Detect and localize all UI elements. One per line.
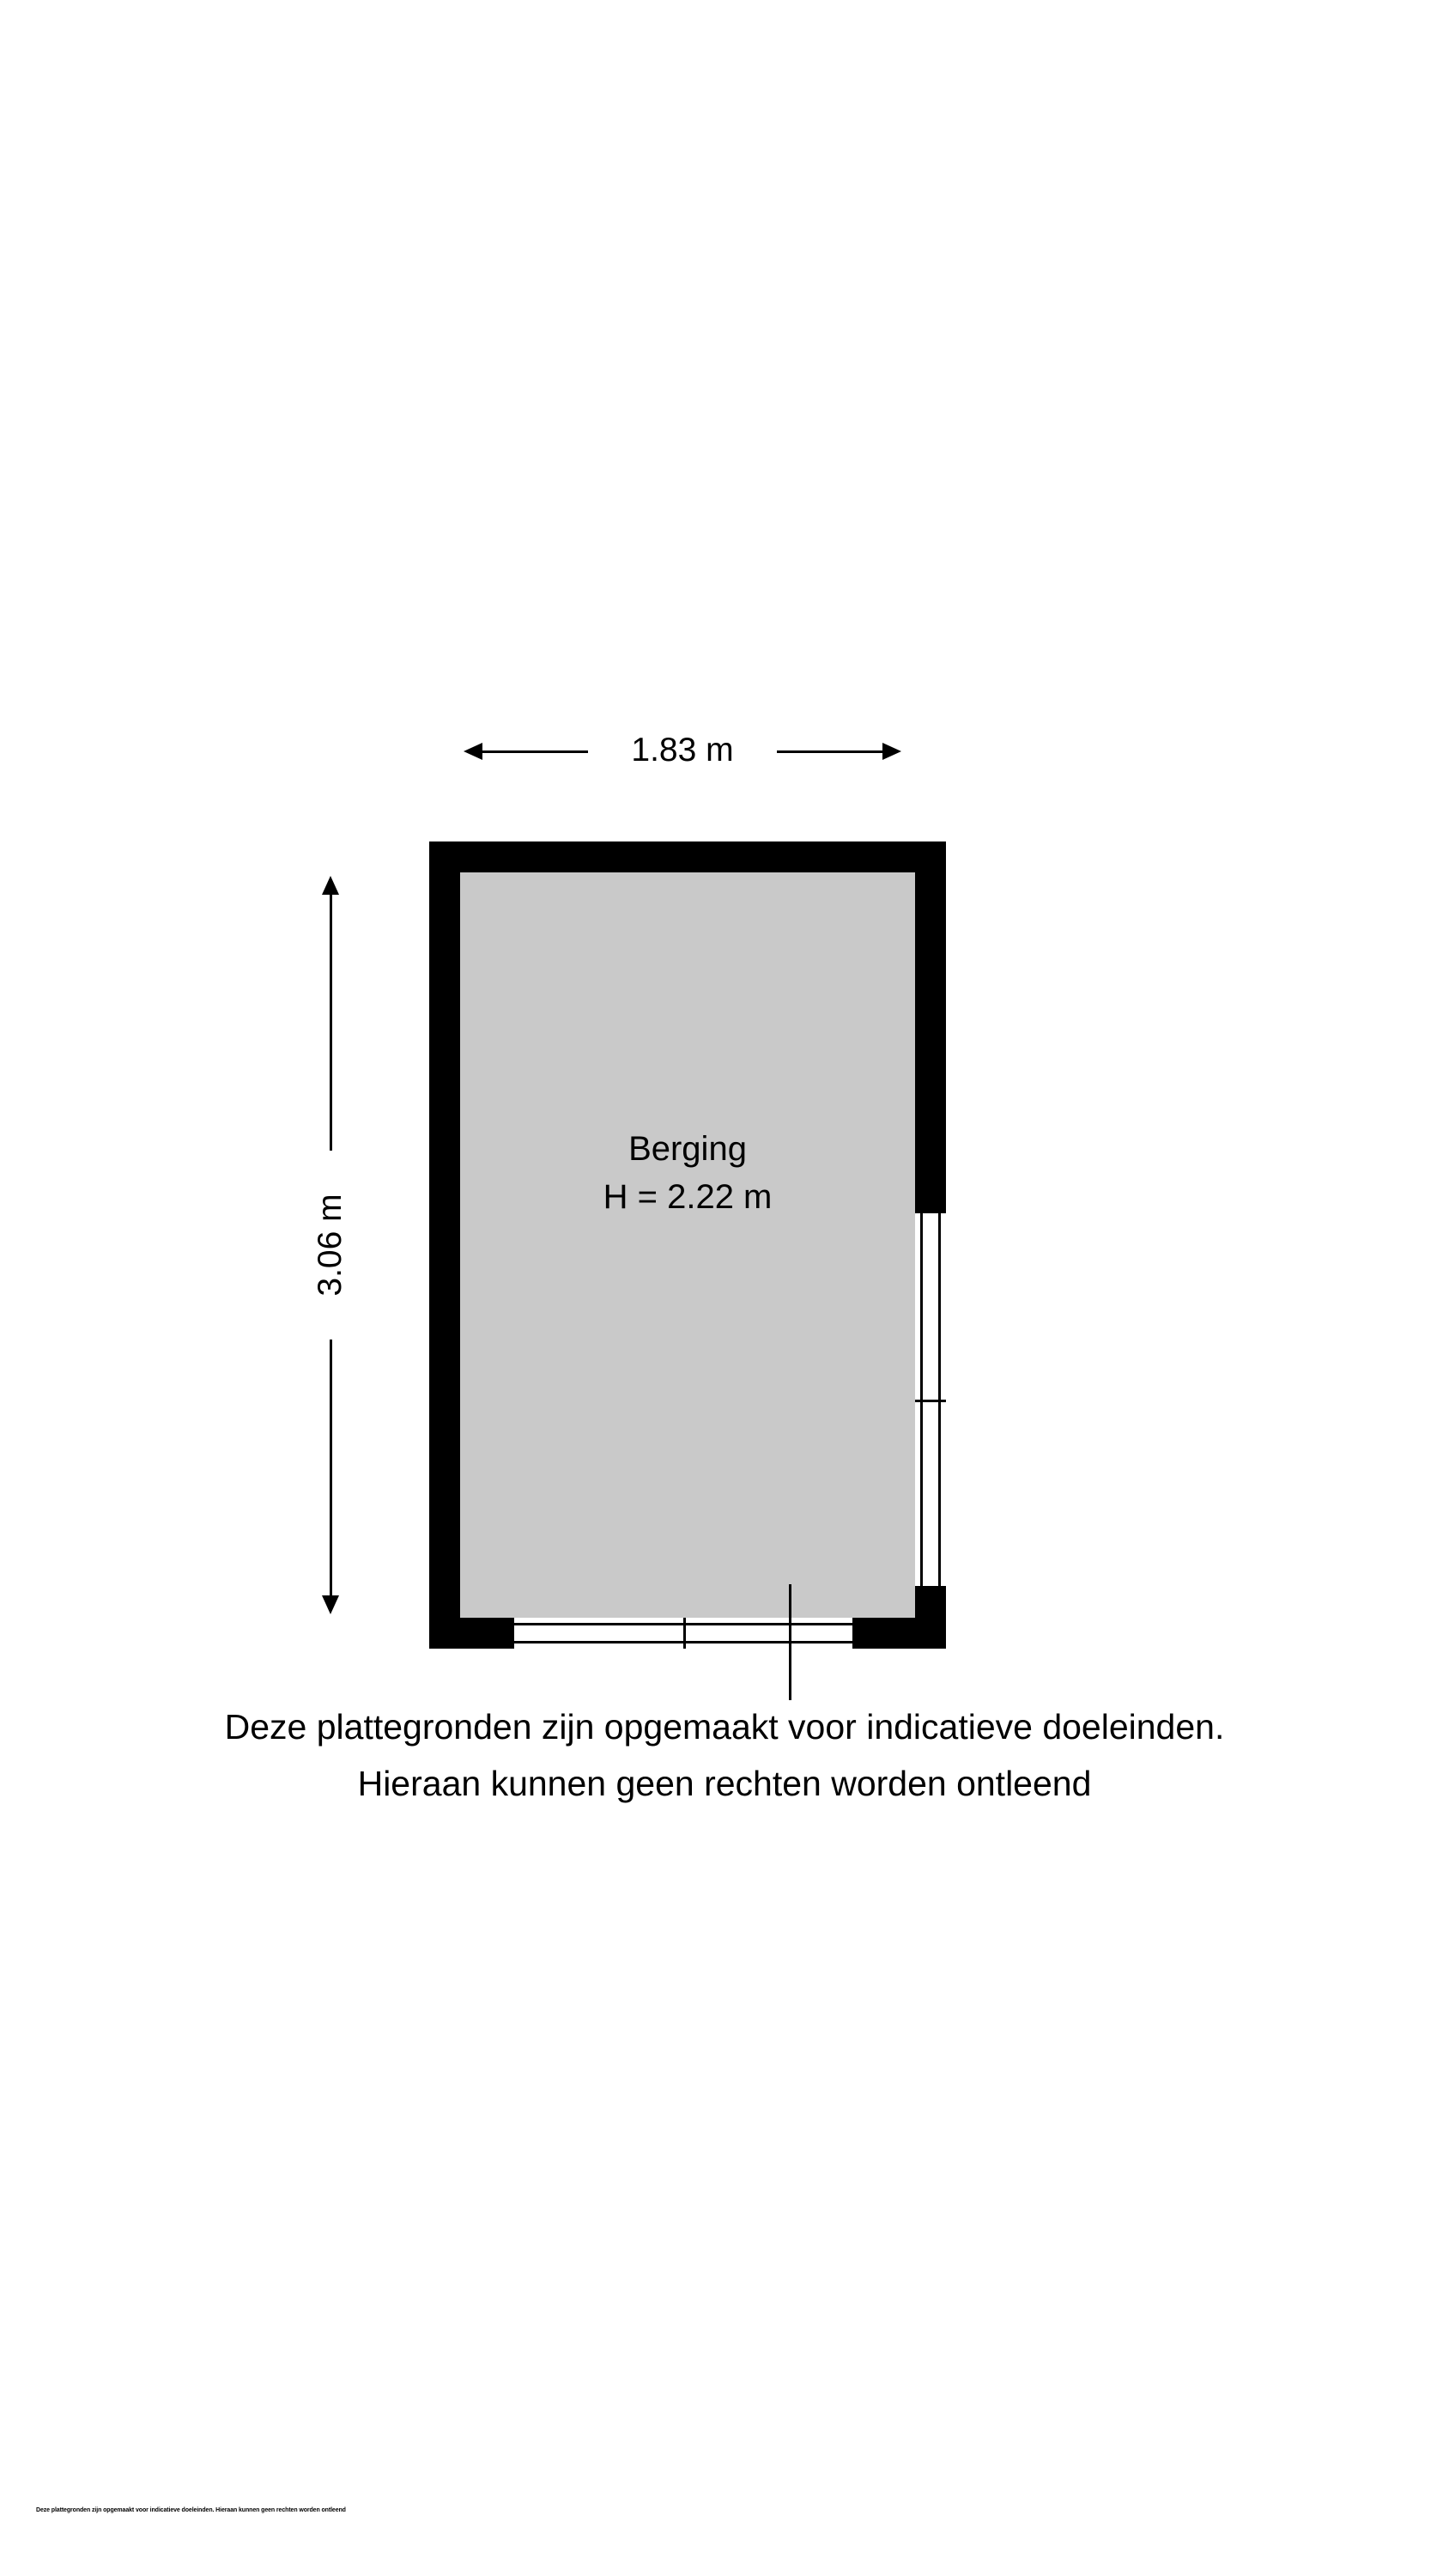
door-right [915, 1211, 946, 1589]
leader-line [789, 1584, 791, 1700]
disclaimer [0, 1698, 1449, 1812]
dimension-depth [305, 876, 356, 1614]
door-right-mullion [915, 1400, 946, 1402]
arrow-right-icon [882, 743, 901, 760]
dimension-width [464, 726, 901, 777]
room-name-label: Berging [628, 1130, 747, 1168]
arrow-down-icon [322, 1595, 339, 1614]
disclaimer-line-1: Deze plattegronden zijn opgemaakt voor indicatieve doeleinden. [224, 1707, 1225, 1747]
dimension-width-label: 1.83 m [588, 726, 777, 775]
room-walls [429, 841, 946, 1649]
room-floor-berging [460, 872, 915, 1618]
disclaimer-line-2: Hieraan kunnen geen rechten worden ontleend [357, 1764, 1092, 1803]
dimension-depth-label: 3.06 m [305, 1151, 356, 1340]
door-bottom-mullion [683, 1618, 686, 1649]
room-height-label: H = 2.22 m [603, 1178, 773, 1216]
footer-microtext: Deze plattegronden zijn opgemaakt voor indicatieve doeleinden. Hieraan kunnen geen rechten worden ontleend [36, 2507, 346, 2513]
door-bottom [512, 1618, 855, 1649]
